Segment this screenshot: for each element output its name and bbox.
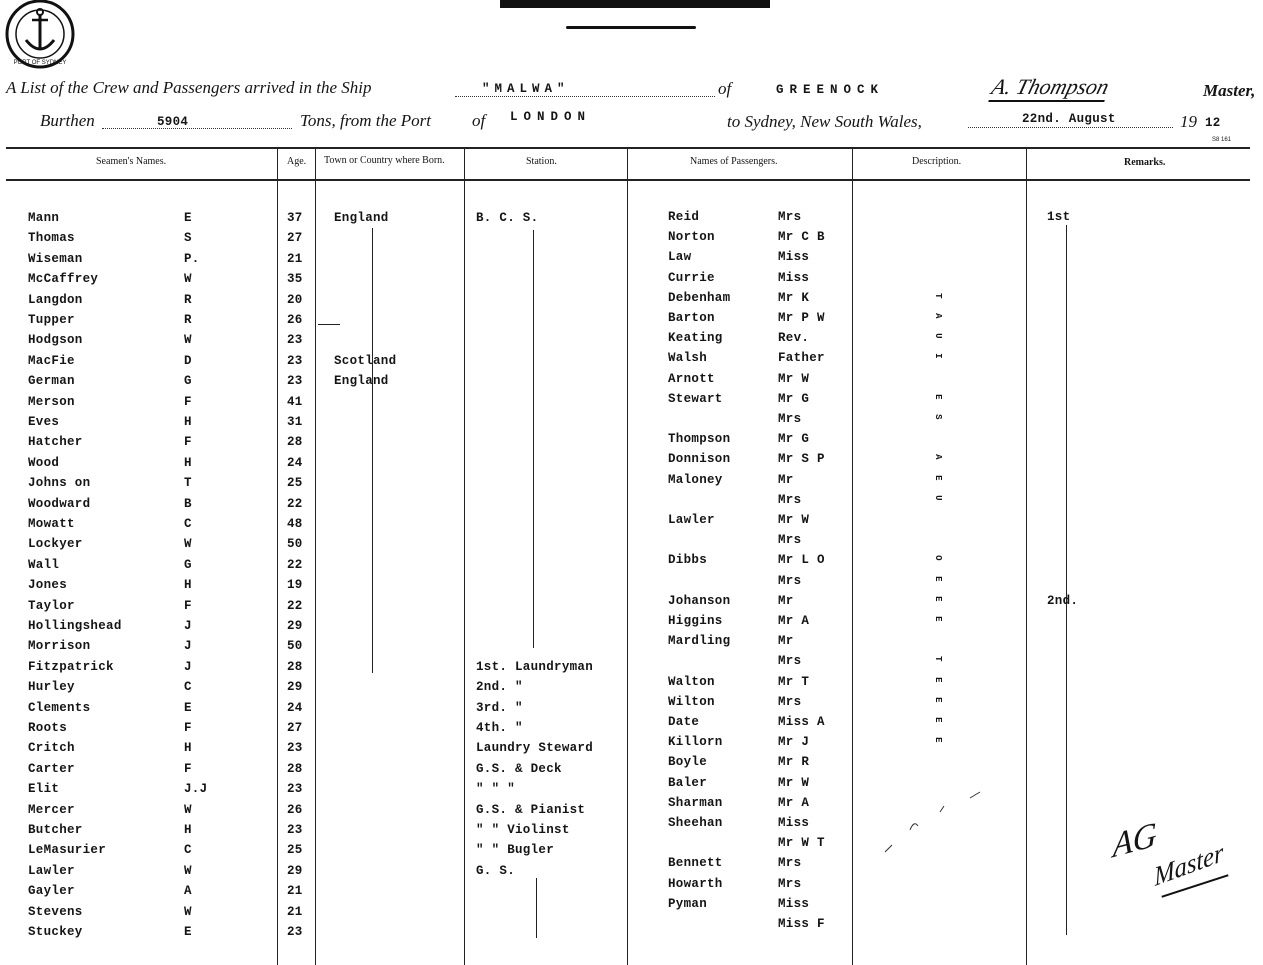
passenger-row — [0, 634, 1100, 654]
crew-age: 37 — [287, 211, 303, 225]
crew-initial: A — [184, 884, 192, 898]
crew-initial: R — [184, 293, 192, 307]
crew-surname: Merson — [28, 395, 75, 409]
crew-age: 41 — [287, 395, 303, 409]
passenger-title: Mr K — [778, 291, 810, 305]
crew-initial: D — [184, 354, 192, 368]
of-label: of — [718, 79, 732, 98]
crew-initial: C — [184, 843, 192, 857]
passenger-title: Mr J — [778, 735, 810, 749]
passenger-title: Mr R — [778, 755, 810, 769]
crew-age: 23 — [287, 782, 303, 796]
crew-surname: Lawler — [28, 864, 75, 878]
year-prefix: 19 — [1180, 112, 1197, 131]
passenger-row — [0, 695, 1100, 715]
passenger-title: Mr — [778, 473, 794, 487]
passenger-description: E — [932, 596, 943, 602]
passenger-title: Mrs — [778, 210, 802, 224]
passenger-remark: 1st — [1047, 210, 1071, 224]
header-description: Description. — [912, 156, 962, 167]
passenger-row — [0, 311, 1100, 331]
crew-age: 50 — [287, 537, 303, 551]
header-remarks: Remarks. — [1124, 157, 1166, 168]
svg-text:PORT OF SYDNEY: PORT OF SYDNEY — [13, 60, 67, 66]
of-label-2: of — [472, 111, 486, 130]
passenger-title: Mr W — [778, 513, 810, 527]
passenger-surname: Walsh — [668, 351, 708, 365]
crew-station: B. C. S. — [476, 211, 539, 225]
crew-initial: H — [184, 823, 192, 837]
passenger-title: Mr — [778, 634, 794, 648]
passenger-surname: Keating — [668, 331, 723, 345]
passenger-surname: Stewart — [668, 392, 723, 406]
header-seamen: Seamen's Names. — [96, 156, 167, 167]
passenger-surname: Mardling — [668, 634, 731, 648]
tons-label: Tons, from the Port — [300, 111, 431, 130]
crew-age: 19 — [287, 578, 303, 592]
passenger-surname: Currie — [668, 271, 715, 285]
passenger-row — [0, 452, 1100, 472]
passenger-surname: Law — [668, 250, 692, 264]
crew-born: Scotland — [334, 354, 397, 368]
master-label: Master, — [1203, 81, 1256, 100]
crew-age: 23 — [287, 354, 303, 368]
passenger-title: Mrs — [778, 877, 802, 891]
passenger-title: Miss F — [778, 917, 825, 931]
crew-age: 29 — [287, 680, 303, 694]
passenger-title: Miss — [778, 250, 810, 264]
passenger-description: E — [932, 717, 943, 723]
crew-surname: Thomas — [28, 231, 75, 245]
passenger-description: O — [932, 555, 943, 561]
passenger-row — [0, 291, 1100, 311]
passenger-title: Mr P W — [778, 311, 825, 325]
crew-age: 21 — [287, 252, 303, 266]
passenger-row — [0, 675, 1100, 695]
crew-initial: R — [184, 313, 192, 327]
crew-initial: C — [184, 680, 192, 694]
crew-initial: F — [184, 435, 192, 449]
passenger-title: Mr G — [778, 432, 810, 446]
crew-initial: J — [184, 660, 192, 674]
passenger-description: A — [932, 454, 943, 460]
passenger-title: Mr S P — [778, 452, 825, 466]
passenger-title: Mr — [778, 594, 794, 608]
crew-age: 22 — [287, 497, 303, 511]
crew-surname: Stuckey — [28, 925, 83, 939]
crew-station: G.S. & Deck — [476, 762, 562, 776]
destination: to Sydney, New South Wales, — [727, 112, 922, 131]
crew-age: 25 — [287, 843, 303, 857]
crew-age: 28 — [287, 762, 303, 776]
passenger-description: A — [932, 313, 943, 319]
passenger-title: Miss — [778, 816, 810, 830]
crew-age: 23 — [287, 741, 303, 755]
crew-station: G.S. & Pianist — [476, 803, 586, 817]
crew-initial: H — [184, 415, 192, 429]
crew-born: England — [334, 374, 389, 388]
passenger-remark: 2nd. — [1047, 594, 1079, 608]
crew-born: England — [334, 211, 389, 225]
ship-name: "MALWA" — [482, 82, 570, 96]
crew-age: 31 — [287, 415, 303, 429]
crew-age: 22 — [287, 599, 303, 613]
passenger-surname: Johanson — [668, 594, 731, 608]
burthen-label: Burthen — [40, 111, 95, 130]
crew-surname: Woodward — [28, 497, 91, 511]
header-age: Age. — [287, 156, 307, 167]
crew-station: " " " — [476, 782, 516, 796]
crew-surname: Clements — [28, 701, 91, 715]
crew-initial: W — [184, 272, 192, 286]
passenger-title: Mr A — [778, 796, 810, 810]
crew-age: 28 — [287, 435, 303, 449]
passenger-surname: Reid — [668, 210, 700, 224]
passenger-title: Mr W — [778, 776, 810, 790]
passenger-surname: Dibbs — [668, 553, 708, 567]
passenger-row — [0, 331, 1100, 351]
passenger-surname: Walton — [668, 675, 715, 689]
crew-initial: J — [184, 619, 192, 633]
crew-station: G. S. — [476, 864, 516, 878]
passenger-surname: Donnison — [668, 452, 731, 466]
crew-surname: Wood — [28, 456, 60, 470]
crew-surname: Gayler — [28, 884, 75, 898]
title-dots-1 — [455, 96, 715, 97]
crew-initial: W — [184, 537, 192, 551]
arrival-date: 22nd. August — [1022, 112, 1116, 126]
title-prefix: A List of the Crew and Passengers arrived in the Ship — [6, 78, 372, 97]
crew-initial: H — [184, 578, 192, 592]
passenger-title: Mr T — [778, 675, 810, 689]
passenger-row — [0, 654, 1100, 674]
header-station: Station. — [526, 156, 557, 167]
top-ornament — [566, 26, 696, 29]
crew-surname: Elit — [28, 782, 60, 796]
passenger-row — [0, 533, 1100, 553]
crew-surname: German — [28, 374, 75, 388]
passenger-row — [0, 614, 1100, 634]
crew-initial: E — [184, 211, 192, 225]
crew-age: 24 — [287, 456, 303, 470]
crew-surname: Wall — [28, 558, 60, 572]
passenger-surname: Barton — [668, 311, 715, 325]
anchor-seal-icon — [4, 0, 76, 70]
pencil-scribble-icon — [880, 790, 990, 860]
crew-surname: Roots — [28, 721, 68, 735]
passenger-title: Mrs — [778, 412, 802, 426]
passenger-surname: Sheehan — [668, 816, 723, 830]
crew-age: 25 — [287, 476, 303, 490]
passenger-row — [0, 917, 1100, 937]
crew-initial: F — [184, 721, 192, 735]
crew-initial: J — [184, 639, 192, 653]
crew-age: 23 — [287, 823, 303, 837]
crew-initial: F — [184, 395, 192, 409]
passenger-description: I — [932, 353, 943, 359]
crew-initial: E — [184, 701, 192, 715]
handwritten-scribble — [880, 790, 990, 860]
passenger-row — [0, 473, 1100, 493]
crew-age: 23 — [287, 925, 303, 939]
passenger-surname: Sharman — [668, 796, 723, 810]
crew-age: 24 — [287, 701, 303, 715]
passenger-row — [0, 715, 1100, 735]
header-born: Town or Country where Born. — [324, 155, 445, 166]
crew-age: 21 — [287, 905, 303, 919]
port-seal — [4, 0, 76, 70]
crew-age: 29 — [287, 619, 303, 633]
crew-age: 27 — [287, 721, 303, 735]
crew-initial: F — [184, 599, 192, 613]
passenger-row — [0, 432, 1100, 452]
crew-initial: W — [184, 803, 192, 817]
passenger-description: E — [932, 616, 943, 622]
crew-station: 1st. Laundryman — [476, 660, 594, 674]
crew-surname: LeMasurier — [28, 843, 107, 857]
crew-initial: T — [184, 476, 192, 490]
crew-station: 2nd. " — [476, 680, 523, 694]
crew-surname: Johns on — [28, 476, 91, 490]
crew-station: " " Violinst — [476, 823, 570, 837]
table-top-rule — [6, 147, 1250, 149]
burthen-dots — [102, 128, 292, 129]
passenger-title: Mrs — [778, 533, 802, 547]
crew-surname: Critch — [28, 741, 75, 755]
crew-station: 4th. " — [476, 721, 523, 735]
crew-age: 29 — [287, 864, 303, 878]
crew-initial: W — [184, 905, 192, 919]
crew-age: 23 — [287, 333, 303, 347]
crew-initial: H — [184, 456, 192, 470]
crew-age: 20 — [287, 293, 303, 307]
crew-surname: Hodgson — [28, 333, 83, 347]
passenger-description: E — [932, 677, 943, 683]
crew-age: 22 — [287, 558, 303, 572]
home-port: GREENOCK — [776, 83, 885, 97]
table-header-rule — [6, 179, 1250, 181]
passenger-row — [0, 553, 1100, 573]
passenger-description: E — [932, 394, 943, 400]
passenger-surname: Pyman — [668, 897, 708, 911]
crew-initial: G — [184, 558, 192, 572]
top-smudge — [500, 0, 770, 8]
passenger-row — [0, 735, 1100, 755]
crew-surname: Eves — [28, 415, 60, 429]
passenger-surname: Higgins — [668, 614, 723, 628]
passenger-description: T — [932, 293, 943, 299]
crew-initial: E — [184, 925, 192, 939]
crew-age: 26 — [287, 803, 303, 817]
passenger-title: Mr G — [778, 392, 810, 406]
passenger-row — [0, 412, 1100, 432]
passenger-title: Mrs — [778, 654, 802, 668]
crew-station: " " Bugler — [476, 843, 555, 857]
passenger-surname: Norton — [668, 230, 715, 244]
crew-age: 48 — [287, 517, 303, 531]
crew-surname: Langdon — [28, 293, 83, 307]
passenger-row — [0, 271, 1100, 291]
crew-surname: Hollingshead — [28, 619, 122, 633]
passenger-description: U — [932, 495, 943, 501]
passenger-description: E — [932, 737, 943, 743]
passenger-title: Miss A — [778, 715, 825, 729]
passenger-surname: Debenham — [668, 291, 731, 305]
passenger-title: Mr W — [778, 372, 810, 386]
passenger-title: Mrs — [778, 856, 802, 870]
crew-surname: Mercer — [28, 803, 75, 817]
crew-station: 3rd. " — [476, 701, 523, 715]
crew-initial: H — [184, 741, 192, 755]
crew-surname: Tupper — [28, 313, 75, 327]
passenger-title: Mr A — [778, 614, 810, 628]
passenger-row — [0, 513, 1100, 533]
crew-age: 26 — [287, 313, 303, 327]
crew-age: 50 — [287, 639, 303, 653]
crew-initial: S — [184, 231, 192, 245]
crew-initial: C — [184, 517, 192, 531]
crew-surname: Hatcher — [28, 435, 83, 449]
crew-initial: W — [184, 864, 192, 878]
passenger-title: Mr W T — [778, 836, 825, 850]
passenger-row — [0, 755, 1100, 775]
passenger-surname: Killorn — [668, 735, 723, 749]
crew-initial: B — [184, 497, 192, 511]
passenger-surname: Baler — [668, 776, 708, 790]
passenger-title: Rev. — [778, 331, 810, 345]
passenger-title: Mrs — [778, 695, 802, 709]
crew-surname: Stevens — [28, 905, 83, 919]
crew-surname: Fitzpatrick — [28, 660, 114, 674]
crew-surname: Morrison — [28, 639, 91, 653]
passenger-title: Mr C B — [778, 230, 825, 244]
passenger-row — [0, 493, 1100, 513]
passenger-surname: Wilton — [668, 695, 715, 709]
crew-initial: G — [184, 374, 192, 388]
crew-initial: P. — [184, 252, 200, 266]
crew-age: 28 — [287, 660, 303, 674]
crew-surname: Mowatt — [28, 517, 75, 531]
passenger-surname: Lawler — [668, 513, 715, 527]
crew-surname: Butcher — [28, 823, 83, 837]
crew-age: 21 — [287, 884, 303, 898]
passenger-surname: Date — [668, 715, 700, 729]
passenger-row — [0, 574, 1100, 594]
crew-surname: Wiseman — [28, 252, 83, 266]
crew-surname: McCaffrey — [28, 272, 99, 286]
crew-age: 23 — [287, 374, 303, 388]
passenger-row — [0, 250, 1100, 270]
port-from: LONDON — [510, 110, 592, 124]
crew-surname: Mann — [28, 211, 60, 225]
crew-initial: F — [184, 762, 192, 776]
passenger-title: Mrs — [778, 574, 802, 588]
date-dots — [968, 127, 1173, 128]
passenger-title: Mr L O — [778, 553, 825, 567]
passenger-surname: Maloney — [668, 473, 723, 487]
passenger-surname: Arnott — [668, 372, 715, 386]
tonnage: 5904 — [157, 115, 189, 129]
passenger-surname: Thompson — [668, 432, 731, 446]
passenger-row — [0, 877, 1100, 897]
passenger-row — [0, 897, 1100, 917]
passenger-surname: Howarth — [668, 877, 723, 891]
passenger-description: T — [932, 656, 943, 662]
crew-station: Laundry Steward — [476, 741, 594, 755]
master-signature: A. Thompson — [988, 74, 1112, 102]
passenger-title: Mrs — [778, 493, 802, 507]
passenger-row — [0, 392, 1100, 412]
crew-surname: Taylor — [28, 599, 75, 613]
signature-label: Master — [1152, 836, 1225, 893]
passenger-row — [0, 372, 1100, 392]
header-passengers: Names of Passengers. — [690, 156, 778, 167]
passenger-surname: Boyle — [668, 755, 708, 769]
passenger-description: E — [932, 475, 943, 481]
crew-initial: W — [184, 333, 192, 347]
passenger-description: E — [932, 576, 943, 582]
passenger-row — [0, 594, 1100, 614]
passenger-row — [0, 230, 1100, 250]
passenger-description: U — [932, 333, 943, 339]
passenger-row — [0, 351, 1100, 371]
crew-age: 35 — [287, 272, 303, 286]
passenger-description: E — [932, 697, 943, 703]
crew-surname: Hurley — [28, 680, 75, 694]
passenger-row — [0, 210, 1100, 230]
crew-age: 27 — [287, 231, 303, 245]
crew-surname: MacFie — [28, 354, 75, 368]
form-code: S8 161 — [1212, 137, 1232, 143]
signature-initials: AG — [1112, 815, 1157, 866]
passenger-title: Miss — [778, 271, 810, 285]
crew-initial: J.J — [184, 782, 208, 796]
passenger-description: S — [932, 414, 943, 420]
passenger-title: Miss — [778, 897, 810, 911]
passenger-surname: Bennett — [668, 856, 723, 870]
crew-surname: Carter — [28, 762, 75, 776]
crew-surname: Jones — [28, 578, 68, 592]
year-suffix: 12 — [1205, 116, 1221, 130]
crew-surname: Lockyer — [28, 537, 83, 551]
passenger-title: Father — [778, 351, 825, 365]
